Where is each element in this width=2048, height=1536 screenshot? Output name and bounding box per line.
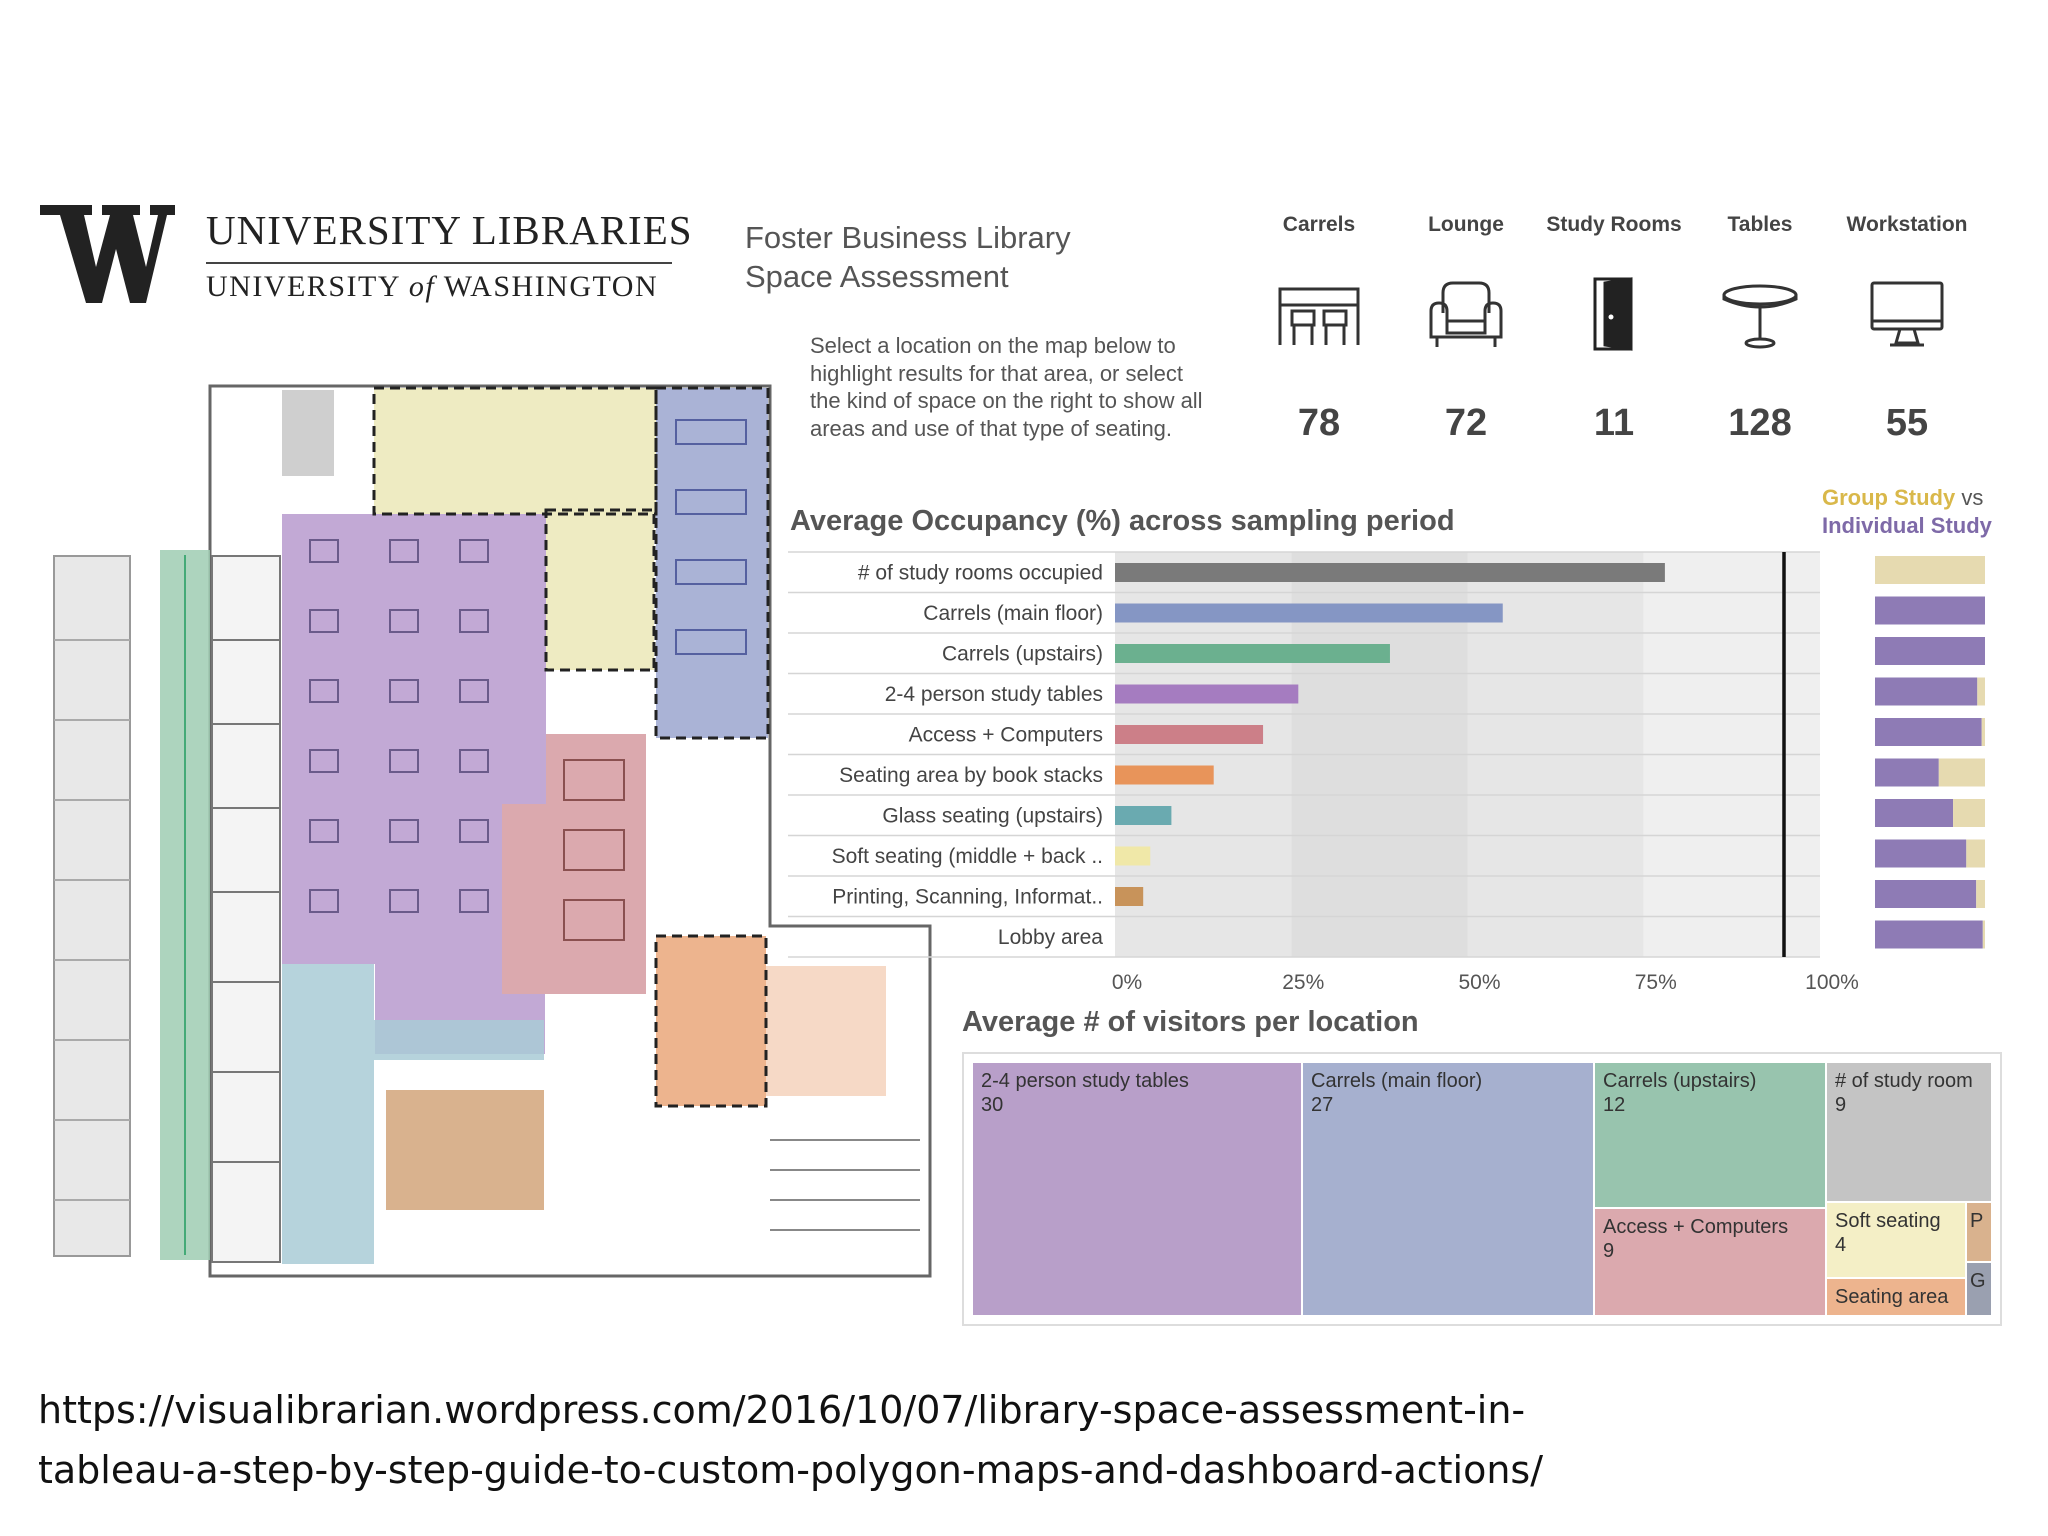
group-study-bar[interactable] <box>1875 556 1985 584</box>
occupancy-chart-title: Average Occupancy (%) across sampling period <box>790 505 1455 537</box>
treemap-label: G <box>1970 1270 1986 1292</box>
individual-study-bar[interactable] <box>1875 597 1985 625</box>
treemap-cell[interactable] <box>1966 1202 1992 1262</box>
category-label-carrels[interactable]: Carrels <box>1282 213 1356 236</box>
treemap-cell[interactable] <box>972 1062 1302 1316</box>
group-study-bar[interactable] <box>1953 799 1985 827</box>
x-tick-label: 50% <box>1458 971 1501 994</box>
occupancy-bar[interactable] <box>1115 847 1150 866</box>
treemap-label: Soft seating <box>1835 1210 1941 1232</box>
individual-study-bar[interactable] <box>1875 718 1982 746</box>
treemap-value: 30 <box>981 1094 1004 1116</box>
x-tick-label: 100% <box>1805 971 1859 994</box>
treemap-label: Seating area <box>1835 1286 1949 1308</box>
instructions-text: Select a location on the map below to highlight results for that area, or select the kind of space on the right to show all areas and use of that type of seating. <box>810 333 1203 441</box>
treemap-cell[interactable] <box>1826 1278 1966 1316</box>
individual-study-bar[interactable] <box>1875 759 1939 787</box>
treemap-label: Carrels (upstairs) <box>1603 1070 1757 1092</box>
treemap-label: Access + Computers <box>1603 1216 1789 1238</box>
occupancy-bar[interactable] <box>1115 725 1263 744</box>
treemap-value: 12 <box>1603 1094 1626 1116</box>
category-count-lounge: 72 <box>1444 402 1488 444</box>
occupancy-bar[interactable] <box>1115 685 1298 704</box>
treemap-cell[interactable] <box>1826 1202 1966 1278</box>
treemap-value: 4 <box>1835 1234 1847 1256</box>
category-label[interactable]: Access + Computers <box>908 723 1103 747</box>
source-url[interactable]: https://visualibrarian.wordpress.com/2016/10/07/library-space-assessment-in- tableau-a-step-by-step-guide-to-custom-polygon-maps-and-dashboard-actions/ <box>38 1388 1544 1492</box>
group-study-bar[interactable] <box>1977 678 1985 706</box>
occupancy-bar[interactable] <box>1115 604 1503 623</box>
treemap-value: 9 <box>1603 1240 1615 1262</box>
org-subtitle: UNIVERSITY of WASHINGTON <box>206 270 659 303</box>
treemap-value: 9 <box>1835 1094 1847 1116</box>
armchair-icon[interactable] <box>1421 275 1511 355</box>
category-label[interactable]: Carrels (upstairs) <box>941 642 1103 666</box>
treemap-cell[interactable] <box>1594 1208 1826 1316</box>
category-label[interactable]: Carrels (main floor) <box>923 601 1103 625</box>
category-label-study-rooms[interactable]: Study Rooms <box>1546 213 1682 236</box>
group-vs-individual-legend: Group Study vs Individual Study <box>1822 485 1992 538</box>
treemap-cell[interactable] <box>1594 1062 1826 1208</box>
carrel-icon[interactable] <box>1274 275 1364 355</box>
occupancy-bar[interactable] <box>1115 563 1665 582</box>
individual-study-bar[interactable] <box>1875 678 1977 706</box>
visitors-treemap-title: Average # of visitors per location <box>962 1006 1419 1038</box>
x-tick-label: 25% <box>1282 971 1325 994</box>
uw-w-logo <box>40 205 175 303</box>
treemap-label: 2-4 person study tables <box>981 1070 1189 1092</box>
monitor-icon[interactable] <box>1862 275 1952 355</box>
category-label[interactable]: Glass seating (upstairs) <box>882 804 1103 828</box>
category-label[interactable]: Printing, Scanning, Informat.. <box>832 885 1103 909</box>
group-study-bar[interactable] <box>1939 759 1985 787</box>
category-label-workstation[interactable]: Workstation <box>1846 213 1968 236</box>
visitors-treemap[interactable] <box>962 1052 2002 1326</box>
org-title-rule <box>206 262 672 264</box>
category-label[interactable]: Seating area by book stacks <box>839 763 1103 787</box>
treemap-cell[interactable] <box>1966 1262 1992 1316</box>
category-label[interactable]: 2-4 person study tables <box>884 682 1103 706</box>
dashboard-title: Foster Business Library Space Assessment <box>745 220 1071 294</box>
occupancy-bar[interactable] <box>1115 806 1171 825</box>
individual-study-bar[interactable] <box>1875 921 1983 949</box>
treemap-cell[interactable] <box>1302 1062 1594 1316</box>
category-label-tables[interactable]: Tables <box>1727 213 1793 236</box>
x-tick-label: 75% <box>1634 971 1677 994</box>
table-icon[interactable] <box>1715 275 1805 355</box>
individual-study-bar[interactable] <box>1875 880 1976 908</box>
individual-study-bar[interactable] <box>1875 799 1953 827</box>
category-count-carrels: 78 <box>1297 402 1341 444</box>
occupancy-bar[interactable] <box>1115 887 1143 906</box>
group-study-bar[interactable] <box>1983 921 1985 949</box>
treemap-label: P <box>1970 1210 1984 1232</box>
individual-study-bar[interactable] <box>1875 840 1966 868</box>
category-count-study-rooms: 11 <box>1593 402 1635 444</box>
door-icon[interactable] <box>1569 275 1659 355</box>
group-study-bar[interactable] <box>1976 880 1985 908</box>
x-tick-label: 0% <box>1111 971 1143 994</box>
treemap-value: 27 <box>1311 1094 1334 1116</box>
category-label[interactable]: Lobby area <box>997 925 1103 949</box>
category-count-workstation: 55 <box>1885 402 1929 444</box>
org-title: UNIVERSITY LIBRARIES <box>206 207 693 253</box>
category-label[interactable]: Soft seating (middle + back .. <box>831 844 1103 868</box>
category-label[interactable]: # of study rooms occupied <box>857 561 1103 585</box>
individual-study-bar[interactable] <box>1875 637 1985 665</box>
group-study-bar[interactable] <box>1982 718 1985 746</box>
occupancy-bar[interactable] <box>1115 644 1390 663</box>
group-study-bar[interactable] <box>1966 840 1985 868</box>
group-individual-stacked-chart[interactable] <box>1875 550 1995 960</box>
occupancy-bar[interactable] <box>1115 766 1214 785</box>
treemap-label: Carrels (main floor) <box>1311 1070 1483 1092</box>
treemap-label: # of study room <box>1835 1070 1973 1092</box>
category-count-tables: 128 <box>1728 402 1792 444</box>
treemap-cell[interactable] <box>1826 1062 1992 1202</box>
occupancy-bar-chart[interactable] <box>780 540 1859 1000</box>
category-label-lounge[interactable]: Lounge <box>1428 213 1504 236</box>
